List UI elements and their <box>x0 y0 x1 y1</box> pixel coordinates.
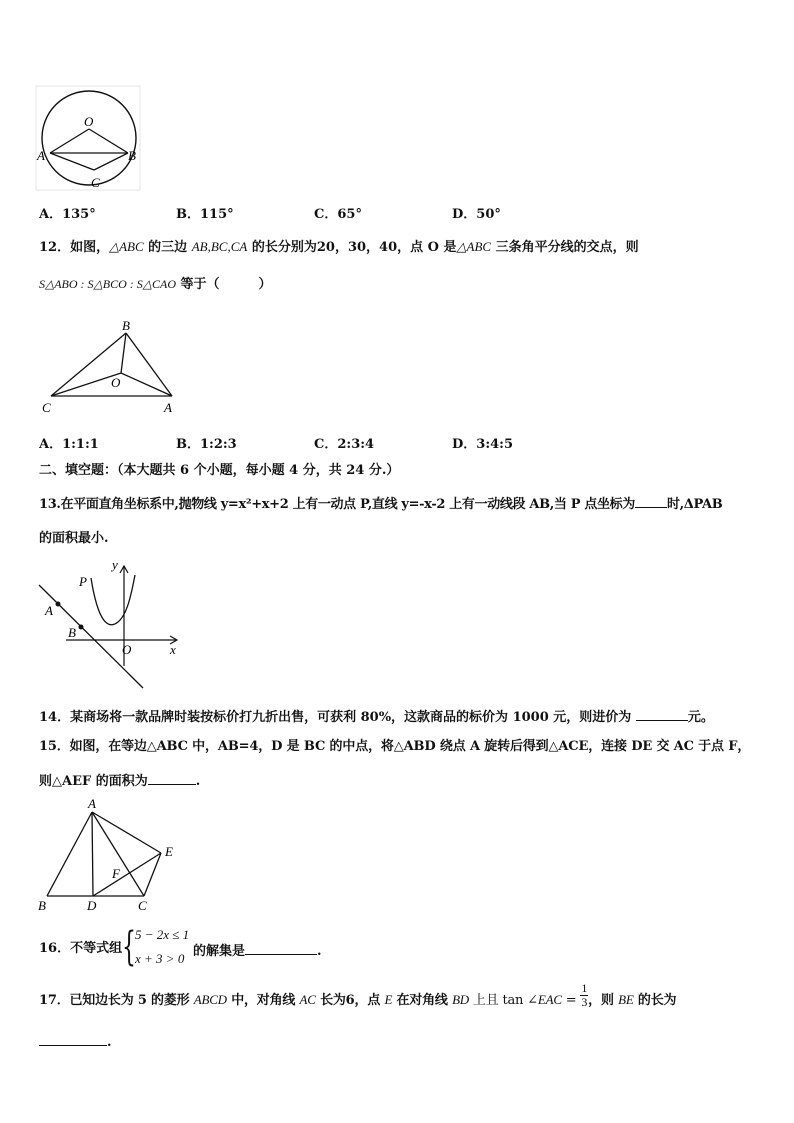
q13-line1-end: 时,ΔPAB <box>666 497 723 512</box>
q13-answer-blank[interactable] <box>635 493 667 508</box>
label-c: C <box>138 898 147 913</box>
q12-mid1: 的三边 <box>143 240 192 255</box>
q11-circle-figure <box>36 86 144 192</box>
q13-question-line1 <box>39 493 722 514</box>
segment-ac <box>92 812 144 896</box>
label-b: B <box>122 318 130 333</box>
q13-question-line2: 的面积最小. <box>39 531 109 546</box>
circle-outline <box>42 91 136 185</box>
point-a <box>56 602 61 607</box>
q17-fraction-denominator: 3 <box>581 995 588 1009</box>
q15-line2-end: . <box>195 774 201 789</box>
q16-suffix-line <box>193 940 322 961</box>
segment-ob <box>121 333 126 373</box>
label-c: C <box>42 400 51 415</box>
q13-coordinate-figure <box>36 557 186 692</box>
section-fill-in-header: 二、填空题：（本大题共 6 个小题，每小题 4 分，共 24 分.） <box>39 463 400 478</box>
label-a: A <box>164 400 172 415</box>
q17-question-line2 <box>39 1031 112 1052</box>
q17-text4: 在对角线 <box>392 993 453 1008</box>
q12-option-b: B．1:2:3 <box>176 437 237 452</box>
segment-ob <box>89 129 128 153</box>
label-e: E <box>165 844 173 859</box>
q17-eac: EAC <box>537 992 562 1007</box>
point-b <box>79 625 84 630</box>
parabola-curve <box>91 575 135 625</box>
q12-area-ratio: S△ABO : S△BCO : S△CAO <box>39 277 177 291</box>
q12-option-d: D．3:4:5 <box>452 437 514 452</box>
q12-option-c: C．2:3:4 <box>314 437 375 452</box>
q16-brace: { <box>122 924 136 970</box>
q12-prefix: 12．如图， <box>39 240 110 255</box>
q16-suffix: 的解集是 <box>193 944 246 959</box>
q16-end: . <box>317 944 322 959</box>
label-c: C <box>91 175 100 190</box>
q15-question-line2 <box>39 770 200 791</box>
q17-text7: 的长为 <box>633 993 677 1008</box>
q16-prefix: 16．不等式组 <box>39 941 123 956</box>
segment-ba <box>126 333 172 396</box>
segment-ac <box>50 153 94 170</box>
q12-question-line2 <box>39 275 272 294</box>
segment-ab <box>47 812 92 896</box>
segment-de <box>93 853 161 896</box>
label-o: O <box>111 375 121 390</box>
q14-end: 元。 <box>687 710 714 725</box>
segment-ad <box>92 812 93 896</box>
label-a: A <box>45 603 53 618</box>
q17-eq: = <box>561 993 581 1008</box>
label-a: A <box>88 796 96 811</box>
q17-fraction-numerator: 1 <box>581 981 588 995</box>
label-o: O <box>84 114 94 129</box>
q17-text5: 上且 tan ∠ <box>469 993 538 1008</box>
q17-end: . <box>107 1035 112 1050</box>
label-b: B <box>38 898 46 913</box>
q15-triangle-figure <box>36 796 186 916</box>
q12-triangle2: △ABC <box>456 239 492 254</box>
label-y: y <box>112 557 118 572</box>
label-p: P <box>79 574 87 589</box>
q17-fraction <box>580 982 588 1009</box>
segment-oa <box>50 129 89 153</box>
q13-line1: 13.在平面直角坐标系中,抛物线 y=x²+x+2 上有一动点 P,直线 y=-x-2 上有一动线段 AB,当 P 点坐标为 <box>39 497 635 512</box>
q15-answer-blank[interactable] <box>148 770 196 785</box>
label-a: A <box>37 148 45 163</box>
q17-e: E <box>384 992 393 1007</box>
q17-bd: BD <box>452 992 469 1007</box>
label-o: O <box>122 642 132 657</box>
q17-text1: 17．已知边长为 5 的菱形 <box>39 993 194 1008</box>
segment-ce <box>144 853 161 896</box>
q14-question <box>39 706 714 727</box>
q12-triangle: △ABC <box>109 239 144 254</box>
q11-option-a: A．135° <box>39 207 96 222</box>
q17-answer-blank[interactable] <box>39 1031 107 1046</box>
q15-line2: 则△AEF 的面积为 <box>39 774 148 789</box>
segment-bc <box>94 153 128 170</box>
label-f: F <box>112 866 120 881</box>
q17-question-line1 <box>39 981 677 1010</box>
q16-inequality-2: x + 3 > 0 <box>135 951 185 966</box>
label-b: B <box>128 148 136 163</box>
q12-suffix: 三条角平分线的交点，则 <box>491 240 639 255</box>
q17-text3: 长为6，点 <box>315 993 385 1008</box>
q12-option-a: A．1:1:1 <box>39 437 99 452</box>
q17-be: BE <box>618 992 634 1007</box>
q12-sides: AB,BC,CA <box>191 239 248 254</box>
q14-answer-blank[interactable] <box>636 706 688 721</box>
q17-abcd: ABCD <box>193 992 227 1007</box>
label-b: B <box>68 625 76 640</box>
q12-ratio-suffix: 等于（ ） <box>176 277 272 292</box>
q16-inequality-1: 5 − 2x ≤ 1 <box>135 927 190 942</box>
label-x: x <box>170 642 176 657</box>
q15-question-line1: 15．如图，在等边△ABC 中，AB=4，D 是 BC 的中点，将△ABD 绕点 A 旋转后得到△ACE，连接 DE 交 AC 于点 F， <box>39 739 751 754</box>
line-ab <box>39 585 143 688</box>
q11-option-c: C．65° <box>314 207 362 222</box>
q16-answer-blank[interactable] <box>245 940 317 955</box>
q17-text2: 中，对角线 <box>226 993 300 1008</box>
label-d: D <box>87 898 97 913</box>
q11-option-b: B．115° <box>176 207 234 222</box>
segment-ae <box>92 812 161 853</box>
q17-text6: ，则 <box>588 993 619 1008</box>
q12-mid2: 的长分别为20，30，40，点 O 是 <box>247 240 457 255</box>
q12-triangle-figure <box>40 316 190 416</box>
q11-option-d: D．50° <box>452 207 501 222</box>
q14-text: 14．某商场将一款品牌时装按标价打九折出售，可获利 80%，这款商品的标价为 1000 元，则进价为 <box>39 710 636 725</box>
q17-ac: AC <box>299 992 316 1007</box>
q12-question-line1 <box>39 238 639 257</box>
